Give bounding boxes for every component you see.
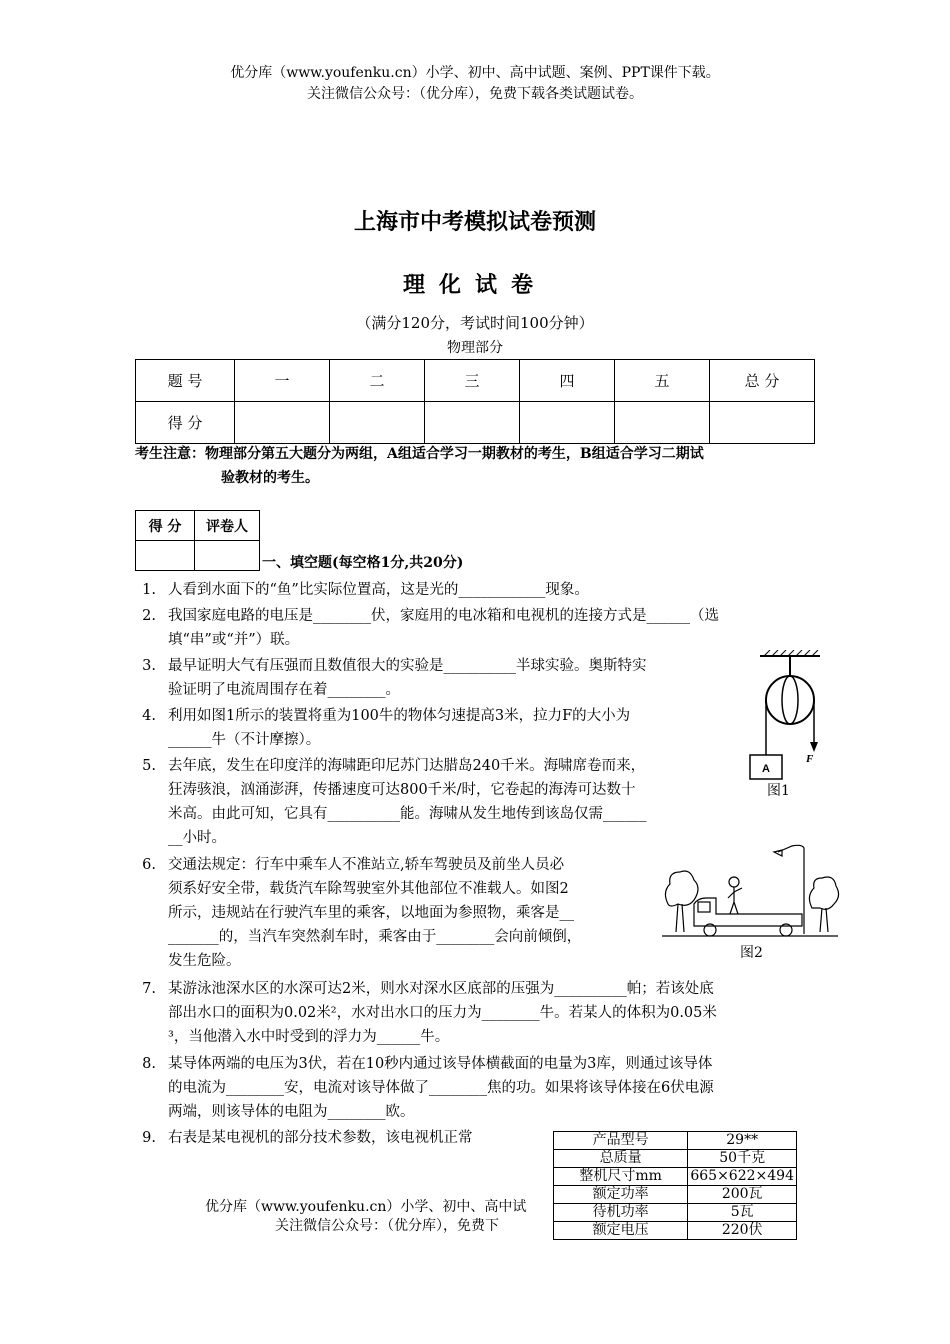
question-text: 验证明了电流周围存在着________。 — [168, 682, 400, 698]
question-5 — [136, 754, 736, 850]
question-number: 1. — [142, 582, 156, 598]
score-table-score-row — [136, 402, 815, 444]
score-cell: 五 — [615, 360, 710, 402]
question-text: 狂涛骇浪，汹涌澎湃，传播速度可达800千米/时，它卷起的海涛可达数十 — [168, 782, 636, 798]
score-input-cell — [615, 402, 710, 444]
spec-label: 额定电压 — [554, 1222, 688, 1240]
header-line-2: 关注微信公众号：（优分库），免费下载各类试题试卷。 — [307, 86, 643, 102]
question-text: 人看到水面下的“鱼”比实际位置高，这是光的____________现象。 — [168, 582, 589, 598]
score-input-cell — [520, 402, 615, 444]
question-text: 利用如图1所示的装置将重为100牛的物体匀速提高3米，拉力F的大小为 — [168, 708, 631, 724]
note-text-2: 验教材的考生。 — [221, 470, 319, 486]
grader-score-label: 得 分 — [136, 511, 195, 541]
spec-value: 5瓦 — [688, 1204, 797, 1222]
question-text: 交通法规定：行车中乘车人不准站立,轿车驾驶员及前坐人员必 — [168, 857, 565, 873]
spec-row — [554, 1132, 797, 1150]
question-number: 5. — [142, 758, 156, 774]
question-number: 3. — [142, 658, 156, 674]
spec-row — [554, 1150, 797, 1168]
figure-1-caption: 图1 — [767, 783, 790, 799]
exam-note — [135, 442, 815, 490]
spec-row — [554, 1204, 797, 1222]
question-text: 米高。由此可知，它具有__________能。海啸从发生地传到该岛仅需______ — [168, 806, 647, 822]
question-text: 某游泳池深水区的水深可达2米，则水对深水区底部的压强为__________帕；若该处底 — [168, 981, 714, 997]
exam-info: （满分120分，考试时间100分钟） — [356, 314, 594, 332]
question-text: 发生危险。 — [168, 953, 241, 969]
page-subtitle: 理化试卷 — [402, 272, 547, 298]
spec-label: 整机尺寸mm — [554, 1168, 688, 1186]
footer-line-2: 关注微信公众号：（优分库），免费下 — [275, 1218, 499, 1234]
spec-label: 额定功率 — [554, 1186, 688, 1204]
left-tree-crown — [665, 871, 698, 906]
grader-name-label: 评卷人 — [195, 511, 260, 541]
spec-row — [554, 1222, 797, 1240]
section-label: 物理部分 — [447, 340, 503, 356]
tv-spec-table — [553, 1131, 797, 1240]
question-text: 部出水口的面积为0.02米²，水对出水口的压力为________牛。若某人的体积为0.05米 — [168, 1005, 717, 1021]
question-number: 9. — [142, 1130, 156, 1146]
block-a-label: A — [762, 763, 770, 775]
question-text: 须系好安全带，载货汽车除驾驶室外其他部位不准载人。如图2 — [168, 881, 569, 897]
spec-value: 665×622×494 — [688, 1168, 797, 1186]
question-text: 所示，违规站在行驶汽车里的乘客，以地面为参照物，乘客是__ — [168, 905, 574, 921]
question-text: 两端，则该导体的电阻为________欧。 — [168, 1104, 415, 1120]
passenger-body — [728, 887, 742, 914]
lamp-head — [774, 850, 782, 856]
score-input-cell — [710, 402, 815, 444]
figure-1-pulley — [740, 650, 830, 790]
figure-2-caption: 图2 — [740, 945, 763, 961]
section-1-title: 一、填空题(每空格1分,共20分) — [262, 555, 464, 571]
question-text: 去年底，发生在印度洋的海啸距印尼苏门达腊岛240千米。海啸席卷而来， — [168, 758, 646, 774]
spec-row — [554, 1186, 797, 1204]
question-text: ______牛（不计摩擦）。 — [168, 732, 321, 748]
score-cell: 题 号 — [136, 360, 235, 402]
question-3 — [136, 654, 736, 702]
question-text: 填“串”或“并”）联。 — [168, 632, 300, 648]
question-text: __小时。 — [168, 830, 226, 846]
spec-label: 总质量 — [554, 1150, 688, 1168]
truck-window — [698, 902, 710, 912]
header-line-1: 优分库（www.youfenku.cn）小学、初中、高中试题、案例、PPT课件下载。 — [230, 65, 720, 81]
score-table — [135, 359, 815, 444]
pulley-wheel — [766, 676, 814, 724]
spec-value: 50千克 — [688, 1150, 797, 1168]
spec-label: 产品型号 — [554, 1132, 688, 1150]
question-text: 右表是某电视机的部分技术参数，该电视机正常 — [168, 1130, 473, 1146]
right-tree-crown — [809, 877, 838, 909]
question-1 — [136, 578, 816, 602]
question-2 — [136, 604, 816, 652]
grader-name-cell — [195, 541, 260, 571]
spec-row — [554, 1168, 797, 1186]
question-number: 4. — [142, 708, 156, 724]
grader-table — [135, 510, 260, 571]
note-text-1: 物理部分第五大题分为两组，A组适合学习一期教材的考生，B组适合学习二期试 — [205, 446, 704, 462]
spec-value: 200瓦 — [688, 1186, 797, 1204]
passenger-head — [729, 877, 739, 887]
score-cell: 四 — [520, 360, 615, 402]
spec-label: 待机功率 — [554, 1204, 688, 1222]
question-4 — [136, 704, 736, 752]
left-tree-trunk — [676, 904, 684, 932]
grader-score-cell — [136, 541, 195, 571]
figure-2-truck-scene — [662, 842, 842, 942]
question-text: 某导体两端的电压为3伏，若在10秒内通过该导体横截面的电量为3库，则通过该导体 — [168, 1056, 713, 1072]
question-number: 8. — [142, 1056, 156, 1072]
note-label: 考生注意： — [135, 446, 205, 462]
question-6 — [136, 853, 676, 973]
question-9 — [136, 1126, 556, 1150]
footer-line-1: 优分库（www.youfenku.cn）小学、初中、高中试 — [205, 1199, 527, 1215]
score-input-cell — [425, 402, 520, 444]
score-table-header-row — [136, 360, 815, 402]
question-8 — [136, 1052, 826, 1124]
question-text: ³，当他潜入水中时受到的浮力为______牛。 — [168, 1029, 450, 1045]
score-cell: 得 分 — [136, 402, 235, 444]
score-cell: 总 分 — [710, 360, 815, 402]
score-cell: 二 — [330, 360, 425, 402]
force-arrow — [810, 742, 818, 752]
right-tree-trunk — [820, 908, 828, 932]
score-cell: 三 — [425, 360, 520, 402]
spec-value: 29** — [688, 1132, 797, 1150]
question-text: 我国家庭电路的电压是________伏，家庭用的电冰箱和电视机的连接方式是______（选 — [168, 608, 719, 624]
question-text: _______的，当汽车突然刹车时，乘客由于________会向前倾倒， — [168, 929, 582, 945]
spec-value: 220伏 — [688, 1222, 797, 1240]
pulley-hub — [782, 676, 798, 724]
force-label: F — [806, 753, 814, 765]
page-title: 上海市中考模拟试卷预测 — [353, 209, 596, 235]
question-number: 2. — [142, 608, 156, 624]
question-text: 的电流为________安，电流对该导体做了________焦的功。如果将该导体接在6伏电源 — [168, 1080, 714, 1096]
lamp-post — [778, 845, 804, 934]
score-input-cell — [235, 402, 330, 444]
question-number: 7. — [142, 981, 156, 997]
question-7 — [136, 977, 826, 1049]
score-cell: 一 — [235, 360, 330, 402]
question-text: 最早证明大气有压强而且数值很大的实验是__________半球实验。奥斯特实 — [168, 658, 647, 674]
score-input-cell — [330, 402, 425, 444]
question-number: 6. — [142, 857, 156, 873]
